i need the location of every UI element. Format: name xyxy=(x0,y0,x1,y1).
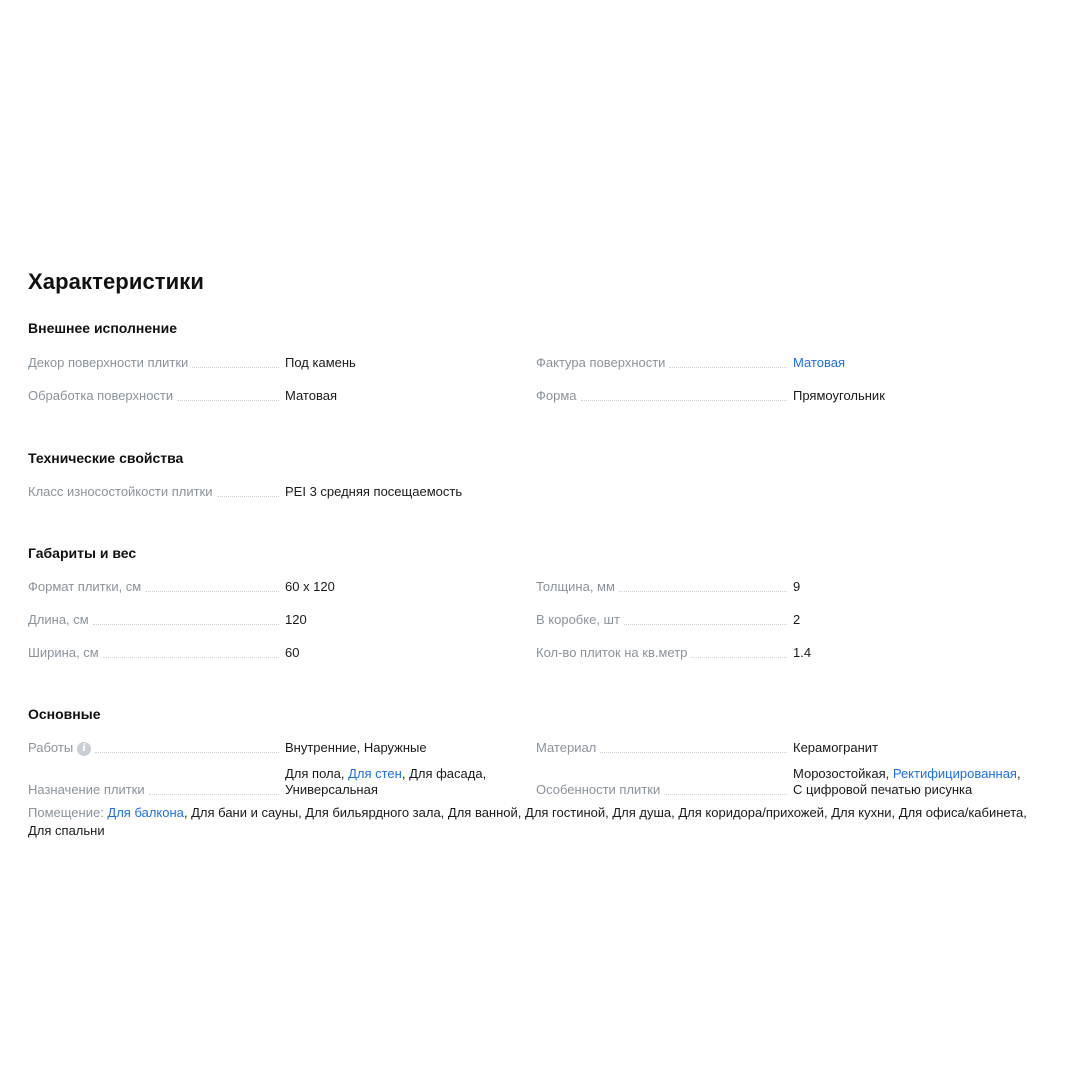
spec-value: 2 xyxy=(793,612,801,627)
section-technical xyxy=(28,449,1052,500)
value-text: Морозостойкая, xyxy=(793,766,893,781)
spec-value xyxy=(793,766,1029,798)
spec-value: PEI 3 средняя посещаемость xyxy=(285,484,463,499)
spec-value: 60 xyxy=(285,645,300,660)
spec-row xyxy=(28,645,536,661)
spec-row xyxy=(536,740,1052,756)
spec-row xyxy=(536,388,1052,404)
room-row xyxy=(28,804,1048,840)
spec-label: Толщина, мм xyxy=(536,579,615,594)
spec-value: Под камень xyxy=(285,355,356,370)
spec-value: 1.4 xyxy=(793,645,812,660)
section-appearance xyxy=(28,319,1052,404)
balcony-link[interactable]: Для балкона xyxy=(107,805,184,820)
value-text: , xyxy=(1016,766,1021,781)
section-title: Габариты и вес xyxy=(28,545,137,561)
page-title: Характеристики xyxy=(28,269,205,294)
spec-row xyxy=(536,612,1052,628)
spec-label: Форма xyxy=(536,388,577,403)
value-text: С цифровой печатью рисунка xyxy=(793,782,973,797)
section-title: Внешнее исполнение xyxy=(28,320,177,336)
spec-value xyxy=(285,766,494,798)
rectified-link[interactable]: Ректифицированная xyxy=(892,766,1017,781)
spec-label: Материал xyxy=(536,740,597,755)
spec-label: Декор поверхности плитки xyxy=(28,355,189,370)
spec-row xyxy=(536,579,1052,595)
spec-value: Матовая xyxy=(285,388,337,403)
spec-row xyxy=(28,766,536,798)
spec-label: Обработка поверхности xyxy=(28,388,174,403)
spec-value: Керамогранит xyxy=(793,740,879,755)
section-dimensions xyxy=(28,544,1052,661)
spec-label: Формат плитки, см xyxy=(28,579,142,594)
spec-row xyxy=(536,766,1052,798)
spec-value: 60 x 120 xyxy=(285,579,335,594)
section-title: Технические свойства xyxy=(28,450,184,466)
spec-value: Прямоугольник xyxy=(793,388,885,403)
section-title: Основные xyxy=(28,706,101,722)
spec-row xyxy=(536,355,1052,371)
spec-row xyxy=(28,579,536,595)
room-values: , Для бани и сауны, Для бильярдного зала, Для ванной, Для гостиной, Для душа, Для коридора/прихожей, Для кухни, Для офиса/кабинета, Для спальни xyxy=(28,805,1027,838)
spec-label: Ширина, см xyxy=(28,645,99,660)
spec-row xyxy=(28,740,536,756)
spec-value: Внутренние, Наружные xyxy=(285,740,427,755)
spec-value: 120 xyxy=(285,612,307,627)
spec-row xyxy=(28,484,536,500)
spec-label: Особенности плитки xyxy=(536,782,661,797)
spec-value: 9 xyxy=(793,579,801,594)
spec-label: Назначение плитки xyxy=(28,782,145,797)
value-text: Универсальная xyxy=(285,782,378,797)
section-main xyxy=(28,705,1052,840)
spec-row xyxy=(28,355,536,371)
characteristics-panel xyxy=(28,268,1052,840)
spec-label: Класс износостойкости плитки xyxy=(28,484,213,499)
spec-label: В коробке, шт xyxy=(536,612,620,627)
spec-label: Работы xyxy=(28,740,74,755)
spec-row xyxy=(28,612,536,628)
spec-label: Фактура поверхности xyxy=(536,355,666,370)
room-label: Помещение: xyxy=(28,805,108,820)
value-text: Для пола, xyxy=(285,766,349,781)
spec-label: Длина, см xyxy=(28,612,89,627)
value-text: , Для фасада, xyxy=(401,766,487,781)
spec-label: Кол-во плиток на кв.метр xyxy=(536,645,688,660)
spec-row xyxy=(536,645,1052,661)
walls-link[interactable]: Для стен xyxy=(348,766,402,781)
info-icon[interactable]: i xyxy=(77,742,91,756)
texture-link[interactable]: Матовая xyxy=(793,355,845,370)
spec-row xyxy=(28,388,536,404)
